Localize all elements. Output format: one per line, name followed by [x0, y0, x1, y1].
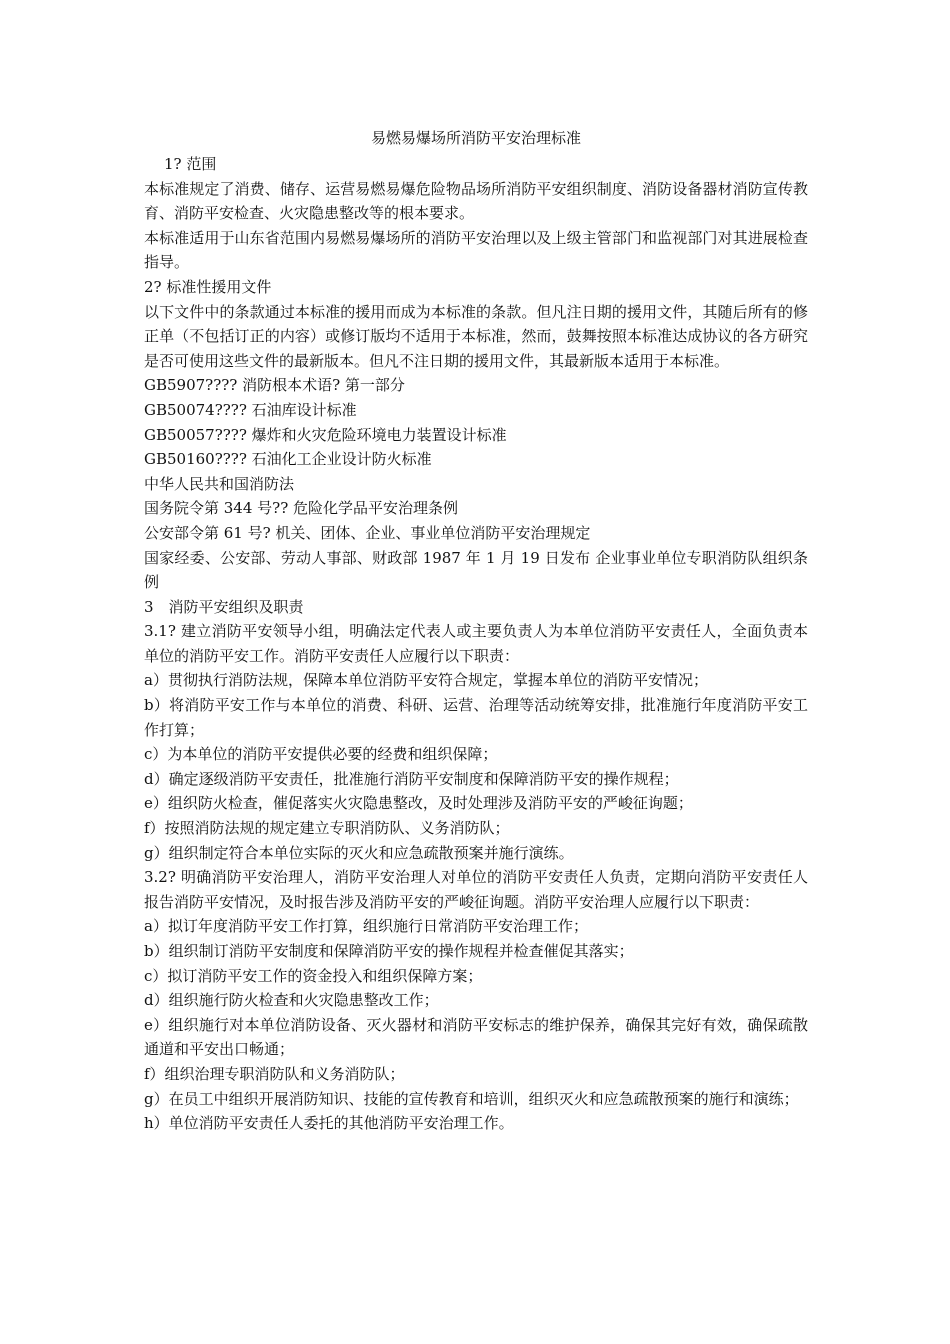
paragraph: 中华人民共和国消防法 [144, 474, 295, 493]
paragraph: c）为本单位的消防平安提供必要的经费和组织保障； [144, 745, 498, 764]
paragraph: 公安部令第 61 号? 机关、团体、企业、事业单位消防平安治理规定 [144, 523, 591, 542]
paragraph: d）组织施行防火检查和火灾隐患整改工作； [144, 991, 439, 1010]
document-body [144, 152, 808, 1136]
paragraph: 国家经委、公安部、劳动人事部、财政部 1987 年 1 月 19 日发布 企业事业单位专职消防队组织条例 [144, 548, 808, 592]
paragraph: a）拟订年度消防平安工作打算，组织施行日常消防平安治理工作； [144, 917, 588, 936]
paragraph: 以下文件中的条款通过本标准的援用而成为本标准的条款。但凡注日期的援用文件，其随后所有的修正单（不包括订正的内容）或修订版均不适用于本标准，然而，鼓舞按照本标准达成协议的各方研究是否可使用这些文件的最新版本。但凡不注日期的援用文件，其最新版本适用于本标准。 [144, 302, 808, 370]
document-title: 易燃易爆场所消防平安治理标准 [370, 129, 581, 147]
paragraph: GB50074???? 石油库设计标准 [144, 400, 357, 419]
paragraph: e）组织防火检查，催促落实火灾隐患整改，及时处理涉及消防平安的严峻征询题； [144, 794, 693, 813]
paragraph: c）拟订消防平安工作的资金投入和组织保障方案； [144, 966, 483, 985]
paragraph: d）确定逐级消防平安责任，批准施行消防平安制度和保障消防平安的操作规程； [144, 769, 679, 788]
paragraph: h）单位消防平安责任人委托的其他消防平安治理工作。 [144, 1114, 514, 1133]
paragraph: GB50160???? 石油化工企业设计防火标准 [144, 450, 432, 469]
paragraph: g）组织制定符合本单位实际的灭火和应急疏散预案并施行演练。 [144, 843, 574, 862]
paragraph: GB5907???? 消防根本术语? 第一部分 [144, 376, 405, 395]
paragraph: 国务院令第 344 号?? 危险化学品平安治理条例 [144, 499, 459, 518]
paragraph: 本标准适用于山东省范围内易燃易爆场所的消防平安治理以及上级主管部门和监视部门对其进展检查指导。 [144, 228, 808, 272]
paragraph: 3.2? 明确消防平安治理人，消防平安治理人对单位的消防平安责任人负责，定期向消防平安责任人报告消防平安情况，及时报告涉及消防平安的严峻征询题。消防平安治理人应履行以下职责： [144, 868, 808, 911]
paragraph: b）组织制订消防平安制度和保障消防平安的操作规程并检查催促其落实； [144, 942, 634, 960]
paragraph: 3.1? 建立消防平安领导小组，明确法定代表人或主要负责人为本单位消防平安责任人，全面负责本单位的消防平安工作。消防平安责任人应履行以下职责： [144, 622, 808, 665]
paragraph: 2? 标准性援用文件 [144, 277, 272, 296]
paragraph: f）组织治理专职消防队和义务消防队； [144, 1064, 405, 1083]
paragraph: e）组织施行对本单位消防设备、灭火器材和消防平安标志的维护保养，确保其完好有效，确保疏散通道和平安出口畅通； [144, 1015, 808, 1059]
paragraph: 3 消防平安组织及职责 [144, 597, 304, 616]
paragraph: g）在员工中组织开展消防知识、技能的宣传教育和培训，组织灭火和应急疏散预案的施行和演练； [144, 1089, 799, 1108]
paragraph: b）将消防平安工作与本单位的消费、科研、运营、治理等活动统筹安排，批准施行年度消防平安工作打算； [144, 696, 808, 739]
document-page [144, 128, 808, 1136]
section-heading: 1? 范围 [164, 155, 217, 173]
paragraph: 本标准规定了消费、储存、运营易燃易爆危险物品场所消防平安组织制度、消防设备器材消防宣传教育、消防平安检查、火灾隐患整改等的根本要求。 [144, 179, 808, 223]
paragraph: f）按照消防法规的规定建立专职消防队、义务消防队； [144, 819, 510, 838]
paragraph: GB50057???? 爆炸和火灾危险环境电力装置设计标准 [144, 425, 507, 444]
paragraph: a）贯彻执行消防法规，保障本单位消防平安符合规定，掌握本单位的消防平安情况； [144, 671, 708, 690]
